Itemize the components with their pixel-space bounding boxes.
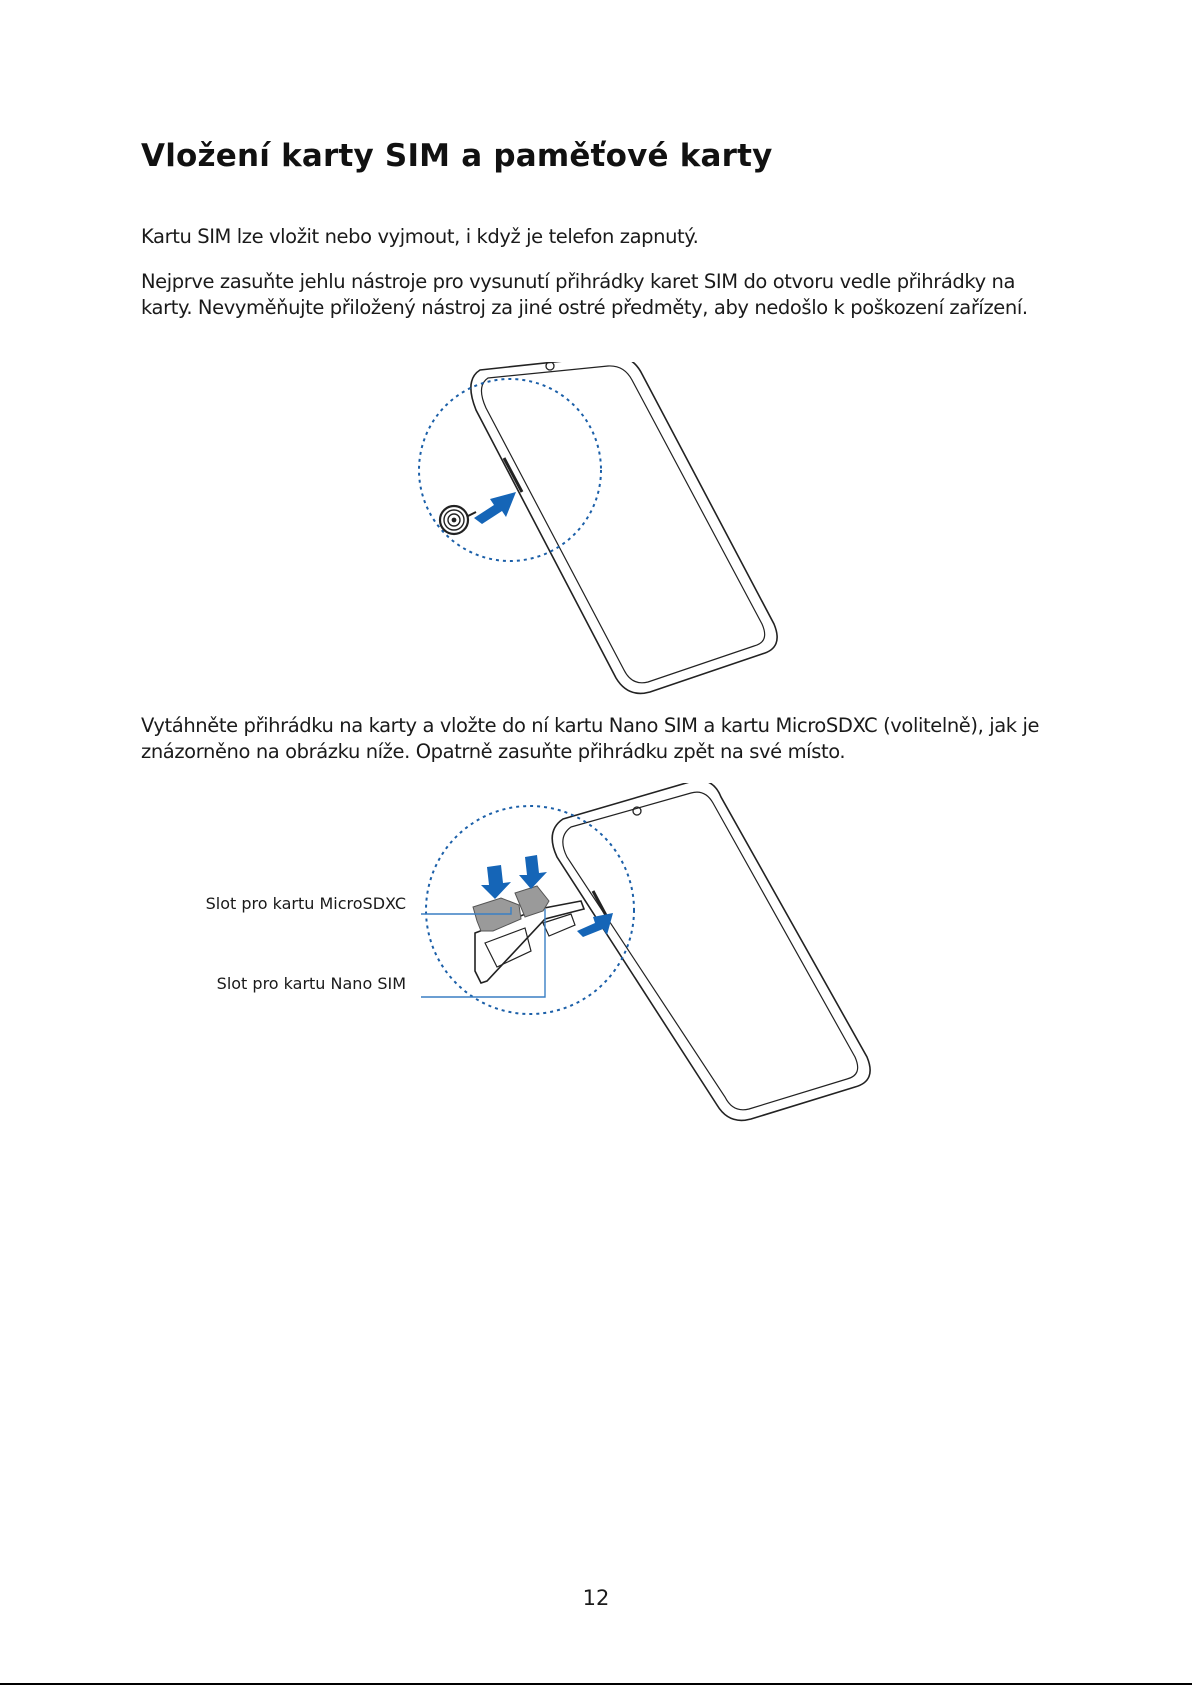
tool-instruction-paragraph: Nejprve zasuňte jehlu nástroje pro vysunutí přihrádky karet SIM do otvoru vedle přihrádky na karty. Nevyměňujte přiložený nástroj za jiné ostré předměty, aby nedošlo k poškození zařízení.	[141, 270, 1028, 319]
tray-instruction-paragraph: Vytáhněte přihrádku na karty a vložte do ní kartu Nano SIM a kartu MicroSDXC (volitelně), jak je znázorněno na obrázku níže. Opatrně zasuňte přihrádku zpět na své místo.	[141, 714, 1040, 763]
sim-eject-tool-icon	[440, 506, 476, 534]
down-arrow-icon	[481, 865, 511, 899]
insert-arrow-icon	[474, 492, 516, 524]
page-title: Vložení karty SIM a paměťové karty	[141, 138, 773, 174]
card-tray-illustration	[185, 783, 885, 1128]
page-number: 12	[582, 1586, 610, 1610]
side-button	[504, 458, 522, 492]
card-tray-illustration-svg	[185, 783, 885, 1128]
microsd-slot-label: Slot pro kartu MicroSDXC	[205, 894, 406, 913]
eject-tool-illustration	[410, 362, 790, 702]
down-arrow-icon	[519, 855, 547, 889]
nanosim-slot-label: Slot pro kartu Nano SIM	[216, 974, 406, 993]
phone-outline	[471, 362, 777, 693]
eject-tool-illustration-svg	[410, 362, 790, 702]
phone-outline	[552, 783, 870, 1120]
intro-paragraph: Kartu SIM lze vložit nebo vyjmout, i když je telefon zapnutý.	[141, 225, 699, 248]
